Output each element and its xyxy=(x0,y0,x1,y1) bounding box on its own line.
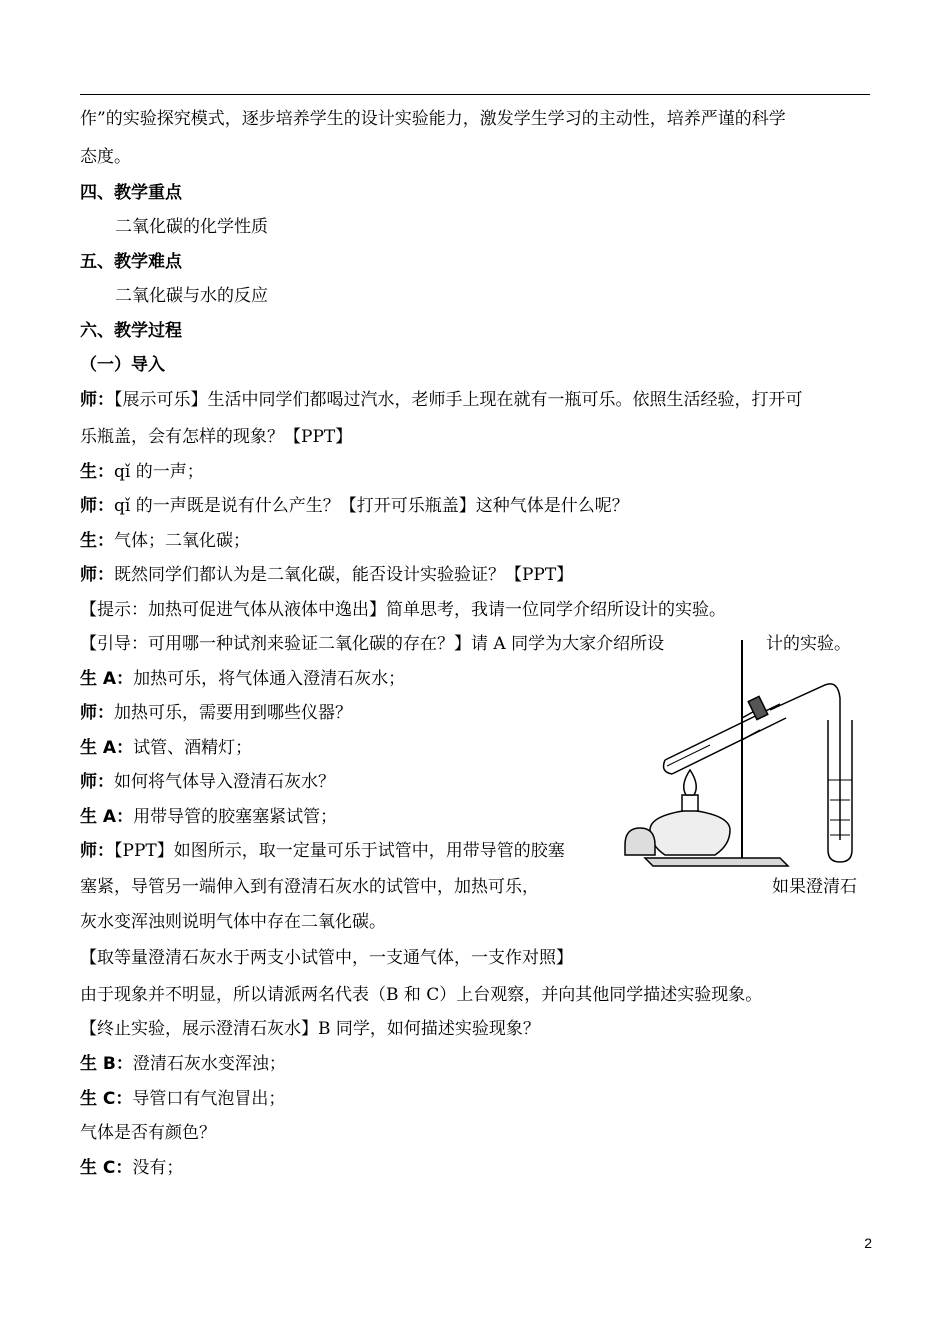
dialog-line: 生 C：没有； xyxy=(80,1158,184,1178)
dialog-line: 生 A：加热可乐，将气体通入澄清石灰水； xyxy=(80,669,406,689)
dialog-line: 师：既然同学们都认为是二氧化碳，能否设计实验验证？【PPT】 xyxy=(80,565,574,585)
apparatus-figure xyxy=(620,640,870,880)
dialog-line: 师：【PPT】如图所示，取一定量可乐于试管中，用带导管的胶塞 xyxy=(80,841,565,861)
text-line: 态度。 xyxy=(80,147,131,167)
dialog-line: 塞紧，导管另一端伸入到有澄清石灰水的试管中，加热可乐， xyxy=(80,877,539,897)
lamp-cap xyxy=(625,828,655,855)
dialog-line: 生 A：试管、酒精灯； xyxy=(80,738,253,758)
dialog-line: 师：如何将气体导入澄清石灰水？ xyxy=(80,772,335,792)
delivery-tube xyxy=(770,684,840,840)
dialog-line: 生 C：导管口有气泡冒出； xyxy=(80,1089,286,1109)
section-heading: 六、教学过程 xyxy=(80,321,182,341)
dialog-line: 生：气体；二氧化碳； xyxy=(80,531,250,551)
header-rule xyxy=(80,94,870,95)
dialog-line: 【引导：可用哪一种试剂来验证二氧化碳的存在？】请 A 同学为大家介绍所设 xyxy=(80,634,665,654)
dialog-line: 【取等量澄清石灰水于两支小试管中，一支通气体，一支作对照】 xyxy=(80,948,573,968)
test-tube-tilted xyxy=(664,696,786,774)
dialog-line: 由于现象并不明显，所以请派两名代表（B 和 C）上台观察，并向其他同学描述实验现象。 xyxy=(80,985,763,1005)
dialog-line: 乐瓶盖，会有怎样的现象？【PPT】 xyxy=(80,427,353,447)
subsection-heading: （一）导入 xyxy=(80,355,165,375)
text-line: 二氧化碳的化学性质 xyxy=(115,217,268,237)
dialog-line: 灰水变浑浊则说明气体中存在二氧化碳。 xyxy=(80,912,386,932)
section-heading: 四、教学重点 xyxy=(80,183,182,203)
dialog-line: 生 B：澄清石灰水变浑浊； xyxy=(80,1054,286,1074)
dialog-line: 生 A：用带导管的胶塞塞紧试管； xyxy=(80,807,338,827)
dialog-line: 生：qǐ 的一声； xyxy=(80,462,204,482)
flame xyxy=(684,770,697,795)
alcohol-lamp xyxy=(650,770,730,855)
dialog-line: 【提示：加热可促进气体从液体中逸出】简单思考，我请一位同学介绍所设计的实验。 xyxy=(80,600,726,620)
dialog-line-tail: 计的实验。 xyxy=(766,634,851,654)
dialog-line: 师：qǐ 的一声既是说有什么产生？【打开可乐瓶盖】这种气体是什么呢？ xyxy=(80,496,629,516)
dialog-line: 气体是否有颜色？ xyxy=(80,1123,216,1143)
text-line: 作”的实验探究模式，逐步培养学生的设计实验能力，激发学生学习的主动性，培养严谨的科学 xyxy=(80,109,786,129)
stopper xyxy=(748,696,768,719)
dialog-line: 师：加热可乐，需要用到哪些仪器？ xyxy=(80,703,352,723)
dialog-line-tail: 如果澄清石 xyxy=(772,877,857,897)
stand-base xyxy=(645,858,788,866)
page-number: 2 xyxy=(864,1235,872,1251)
section-heading: 五、教学难点 xyxy=(80,252,182,272)
dialog-line: 师：【展示可乐】生活中同学们都喝过汽水，老师手上现在就有一瓶可乐。依照生活经验，打开可 xyxy=(80,390,803,410)
dialog-line: 【终止实验，展示澄清石灰水】B 同学，如何描述实验现象？ xyxy=(80,1019,540,1039)
text-line: 二氧化碳与水的反应 xyxy=(115,286,268,306)
